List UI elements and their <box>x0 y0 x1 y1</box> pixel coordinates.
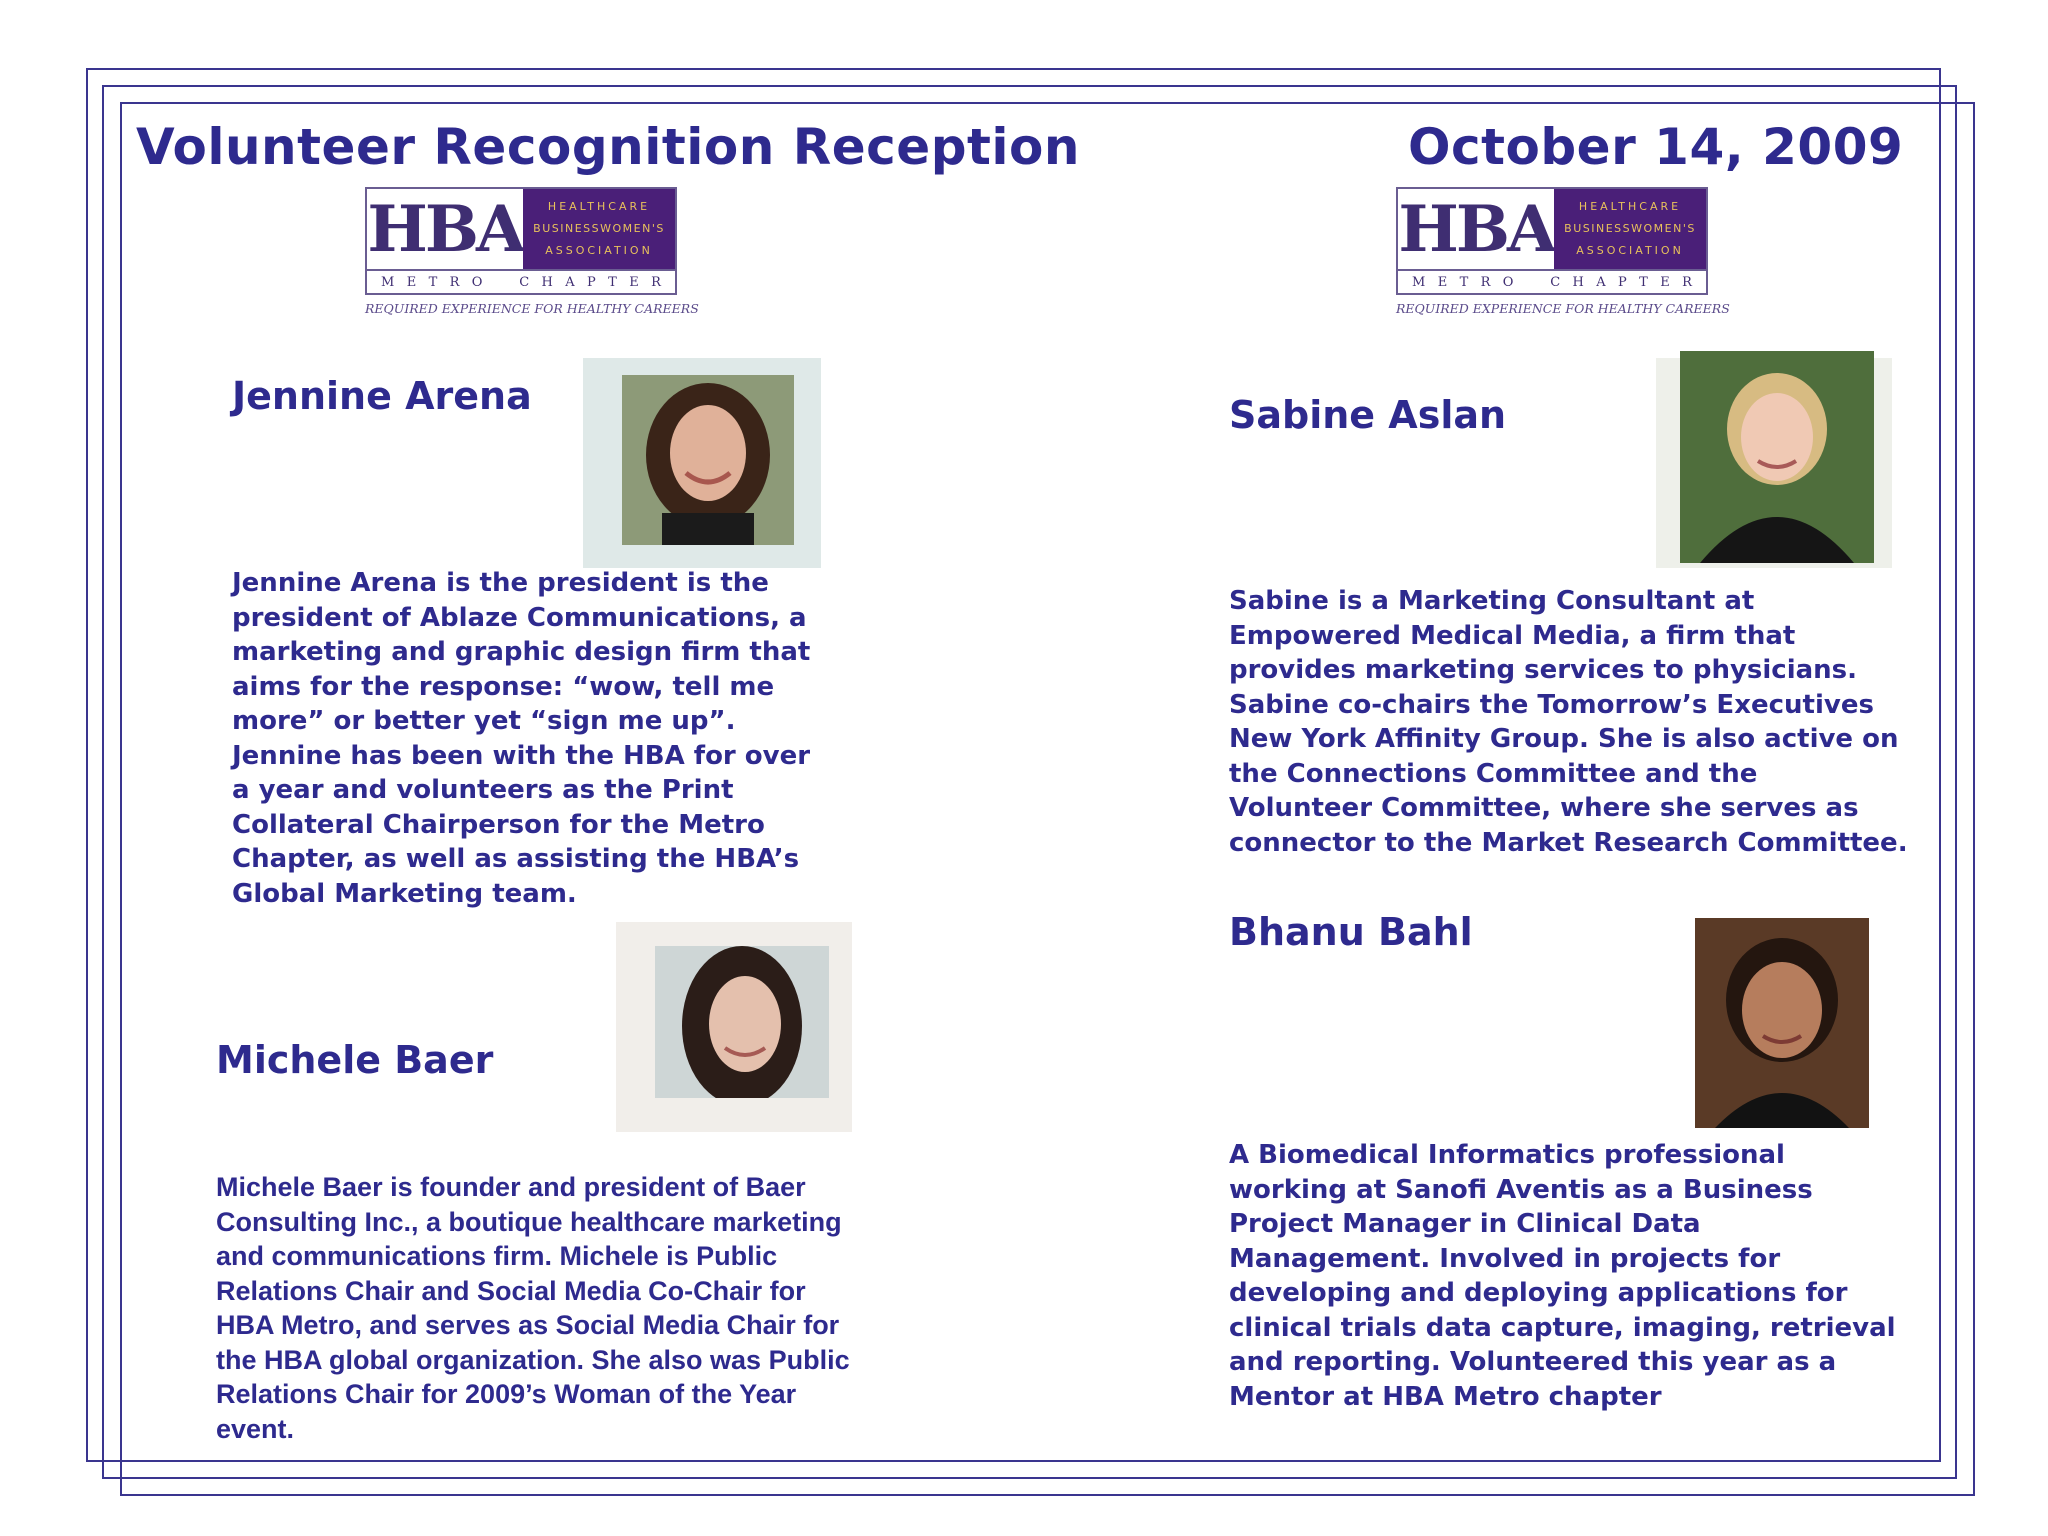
volunteer-name-michele-baer: Michele Baer <box>216 1038 494 1082</box>
logo-line-3: ASSOCIATION <box>545 244 653 257</box>
event-date: October 14, 2009 <box>1408 118 1904 176</box>
logo-metro-chapter: M E T R O C H A P T E R <box>1396 271 1708 295</box>
portrait-jennine-arena <box>622 375 794 545</box>
page-title: Volunteer Recognition Reception <box>136 118 1080 176</box>
portrait-bhanu-bahl <box>1695 918 1869 1128</box>
volunteer-bio-sabine-aslan: Sabine is a Marketing Consultant at Empowered Medical Media, a firm that provides marketing services to physicians. Sabine co-chairs the Tomorrow’s Executives New York Affinity Group. She is also active on the Connections Committee and the Volunteer Committee, where she serves as connector to the Market Research Committee. <box>1229 586 1908 858</box>
volunteer-name-sabine-aslan: Sabine Aslan <box>1229 393 1507 437</box>
logo-tagline: REQUIRED EXPERIENCE FOR HEALTHY CAREERS <box>1396 301 1730 316</box>
logo-association-block <box>523 189 675 269</box>
portrait-sabine-aslan <box>1680 351 1874 563</box>
volunteer-bio-jennine-arena: Jennine Arena is the president is the president of Ablaze Communications, a marketing and graphic design firm that aims for the response: “wow, tell me more” or better yet “sign me up”. Jennine has been with the HBA for over a year and volunteers as the Print Collateral Chairperson for the Metro Chapter, as well as assisting the HBA’s Global Marketing team. <box>232 568 811 909</box>
portrait-michele-baer <box>655 946 829 1098</box>
volunteer-name-bhanu-bahl: Bhanu Bahl <box>1229 910 1473 954</box>
logo-hba-text: HBA <box>1398 189 1554 269</box>
hba-logo-left <box>365 187 699 316</box>
logo-line-3: ASSOCIATION <box>1576 244 1684 257</box>
logo-line-2: BUSINESSWOMEN'S <box>533 222 665 235</box>
logo-line-1: HEALTHCARE <box>547 200 651 213</box>
volunteer-name-jennine-arena: Jennine Arena <box>232 374 532 418</box>
logo-line-1: HEALTHCARE <box>1578 200 1682 213</box>
logo-association-block <box>1554 189 1706 269</box>
volunteer-bio-bhanu-bahl: A Biomedical Informatics professional working at Sanofi Aventis as a Business Project Manager in Clinical Data Management. Involved in projects for developing and deploying applications for clinical trials data capture, imaging, retrieval and reporting. Volunteered this year as a Mentor at HBA Metro chapter <box>1229 1140 1896 1412</box>
logo-hba-text: HBA <box>367 189 523 269</box>
volunteer-bio-michele-baer: Michele Baer is founder and president of Baer Consulting Inc., a boutique healthcare marketing and communications firm. Michele is Public Relations Chair and Social Media Co-Chair for HBA Metro, and serves as Social Media Chair for the HBA global organization. She also was Public Relations Chair for 2009’s Woman of the Year event. <box>216 1172 850 1444</box>
logo-tagline: REQUIRED EXPERIENCE FOR HEALTHY CAREERS <box>365 301 699 316</box>
hba-logo-right <box>1396 187 1730 316</box>
logo-metro-chapter: M E T R O C H A P T E R <box>365 271 677 295</box>
logo-line-2: BUSINESSWOMEN'S <box>1564 222 1696 235</box>
